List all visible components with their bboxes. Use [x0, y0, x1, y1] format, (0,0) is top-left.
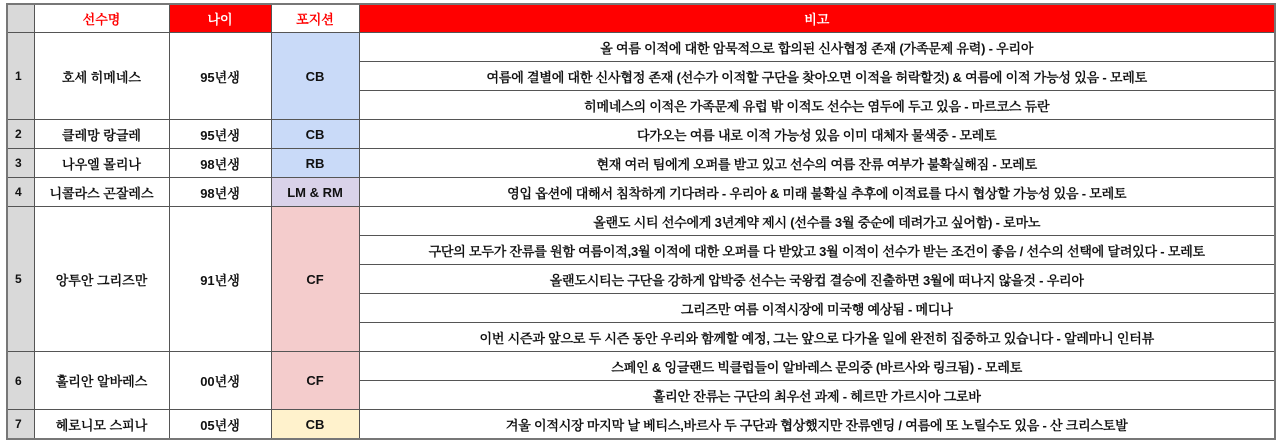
player-position: CF — [271, 207, 359, 352]
remark-cell: 영입 옵션에 대해서 침착하게 기다려라 - 우리아 & 미래 불확실 추후에 이적료를 다시 협상할 가능성 있음 - 모레토 — [359, 178, 1275, 207]
header-row — [7, 4, 1275, 33]
player-age: 98년생 — [169, 149, 271, 178]
remark-cell: 현재 여러 팀에게 오퍼를 받고 있고 선수의 여름 잔류 여부가 불확실해짐 - 모레토 — [359, 149, 1275, 178]
player-name: 호세 히메네스 — [34, 33, 169, 120]
row-index: 1 — [7, 33, 34, 120]
player-age: 95년생 — [169, 120, 271, 149]
remark-cell: 훌리안 잔류는 구단의 최우선 과제 - 헤르만 가르시아 그로바 — [359, 381, 1275, 410]
player-name: 클레망 랑글레 — [34, 120, 169, 149]
remark-cell: 올 여름 이적에 대한 암묵적으로 합의된 신사협정 존재 (가족문제 유력) - 우리아 — [359, 33, 1275, 62]
player-age: 95년생 — [169, 33, 271, 120]
player-position: CB — [271, 33, 359, 120]
row-index: 2 — [7, 120, 34, 149]
transfer-table — [6, 3, 1276, 440]
player-name: 니콜라스 곤잘레스 — [34, 178, 169, 207]
player-position: CF — [271, 352, 359, 410]
player-position: CB — [271, 120, 359, 149]
row-index: 7 — [7, 410, 34, 440]
row-index: 6 — [7, 352, 34, 410]
remark-cell: 히메네스의 이적은 가족문제 유럽 밖 이적도 선수는 염두에 두고 있음 - 마르코스 듀란 — [359, 91, 1275, 120]
player-name: 앙투안 그리즈만 — [34, 207, 169, 352]
remark-cell: 겨울 이적시장 마지막 날 베티스,바르사 두 구단과 협상했지만 잔류엔딩 / 여름에 또 노릴수도 있음 - 산 크리스토발 — [359, 410, 1275, 440]
table-row — [7, 178, 1275, 207]
remark-cell: 올랜도시티는 구단을 강하게 압박중 선수는 국왕컵 결승에 진출하면 3월에 떠나지 않을것 - 우리아 — [359, 265, 1275, 294]
header-index — [7, 4, 34, 33]
player-name: 헤로니모 스피나 — [34, 410, 169, 440]
table-row — [7, 410, 1275, 440]
header-age: 나이 — [169, 4, 271, 33]
remark-cell: 스페인 & 잉글랜드 빅클럽들이 알바레스 문의중 (바르사와 링크됨) - 모레토 — [359, 352, 1275, 381]
remark-cell: 여름에 결별에 대한 신사협정 존재 (선수가 이적할 구단을 찾아오면 이적을 허락할것) & 여름에 이적 가능성 있음 - 모레토 — [359, 62, 1275, 91]
player-name: 나우엘 몰리나 — [34, 149, 169, 178]
remark-cell: 구단의 모두가 잔류를 원함 여름이적,3월 이적에 대한 오퍼를 다 받았고 3월 이적이 선수가 받는 조건이 좋음 / 선수의 선택에 달려있다 - 모레토 — [359, 236, 1275, 265]
remark-cell: 그리즈만 여름 이적시장에 미국행 예상됨 - 메디나 — [359, 294, 1275, 323]
player-age: 98년생 — [169, 178, 271, 207]
header-position: 포지션 — [271, 4, 359, 33]
player-position: CB — [271, 410, 359, 440]
header-name: 선수명 — [34, 4, 169, 33]
player-age: 91년생 — [169, 207, 271, 352]
player-age: 00년생 — [169, 352, 271, 410]
remark-cell: 올랜도 시티 선수에게 3년계약 제시 (선수를 3월 중순에 데려가고 싶어함) - 로마노 — [359, 207, 1275, 236]
row-index: 4 — [7, 178, 34, 207]
row-index: 5 — [7, 207, 34, 352]
table-row — [7, 120, 1275, 149]
table-body — [7, 33, 1275, 440]
player-position: LM & RM — [271, 178, 359, 207]
header-remarks: 비고 — [359, 4, 1275, 33]
player-position: RB — [271, 149, 359, 178]
player-name: 훌리안 알바레스 — [34, 352, 169, 410]
table-row — [7, 207, 1275, 236]
table-row — [7, 352, 1275, 381]
table-row — [7, 149, 1275, 178]
remark-cell: 이번 시즌과 앞으로 두 시즌 동안 우리와 함께할 예정, 그는 앞으로 다가올 일에 완전히 집중하고 있습니다 - 알레마니 인터뷰 — [359, 323, 1275, 352]
player-age: 05년생 — [169, 410, 271, 440]
remark-cell: 다가오는 여름 내로 이적 가능성 있음 이미 대체자 물색중 - 모레토 — [359, 120, 1275, 149]
table-row — [7, 33, 1275, 62]
row-index: 3 — [7, 149, 34, 178]
